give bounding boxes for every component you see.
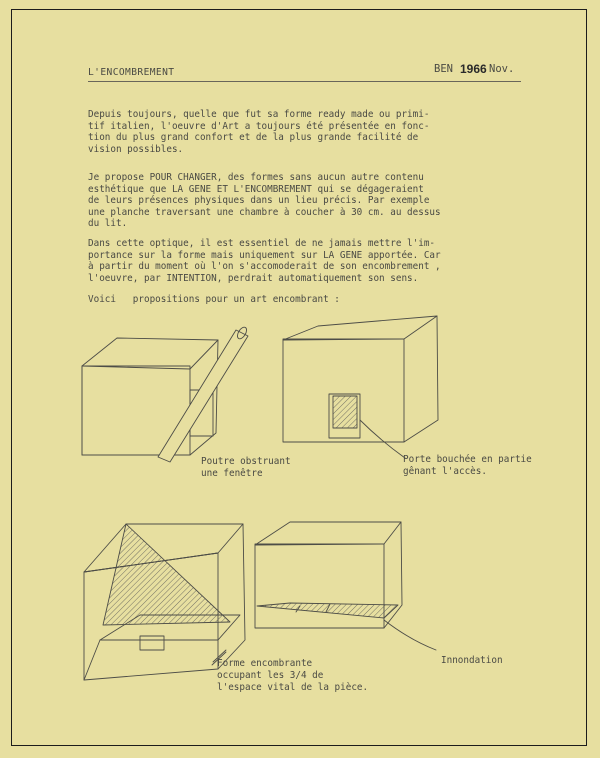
sketch-beam-window [82,326,248,462]
sketch-flood [255,522,436,650]
document-title: L'ENCOMBREMENT [88,67,175,78]
caption-flood: Innondation [441,655,503,666]
sketch-blocked-door [283,316,438,458]
author-name: BEN [434,63,453,75]
handwritten-year: 1966 [460,62,487,76]
caption-beam: Poutre obstruant une fenêtre [201,456,291,479]
month-label: Nov. [489,63,515,75]
paragraph-optique: Dans cette optique, il est essentiel de ne jamais mettre l'im- portance sur la forme mais uniquement sur LA GENE apportée. Car à partir du moment où l'on s'accomoderait de son encombrement , l'oeuvre, par INTENTION, perdrait automatiquement son sens. [88,238,441,284]
paragraph-voici: Voici propositions pour un art encombrant : [88,294,340,305]
caption-door: Porte bouchée en partie gênant l'accès. [403,454,532,477]
caption-form: Forme encombrante occupant les 3/4 de l'espace vital de la pièce. [217,658,369,693]
paragraph-intro: Depuis toujours, quelle que fut sa forme ready made ou primi- tif italien, l'oeuvre d'Art a toujours été présentée en fonc- tion du plus grand confort et de la plus grande facilité de vision possibles. [88,109,430,155]
paragraph-proposal: Je propose POUR CHANGER, des formes sans aucun autre contenu esthétique que LA GENE ET L'ENCOMBREMENT qui se dégageraient de leurs présences physiques dans un lieu précis. Par exemple une planche traversant une chambre à coucher à 30 cm. au dessus du lit. [88,172,441,230]
